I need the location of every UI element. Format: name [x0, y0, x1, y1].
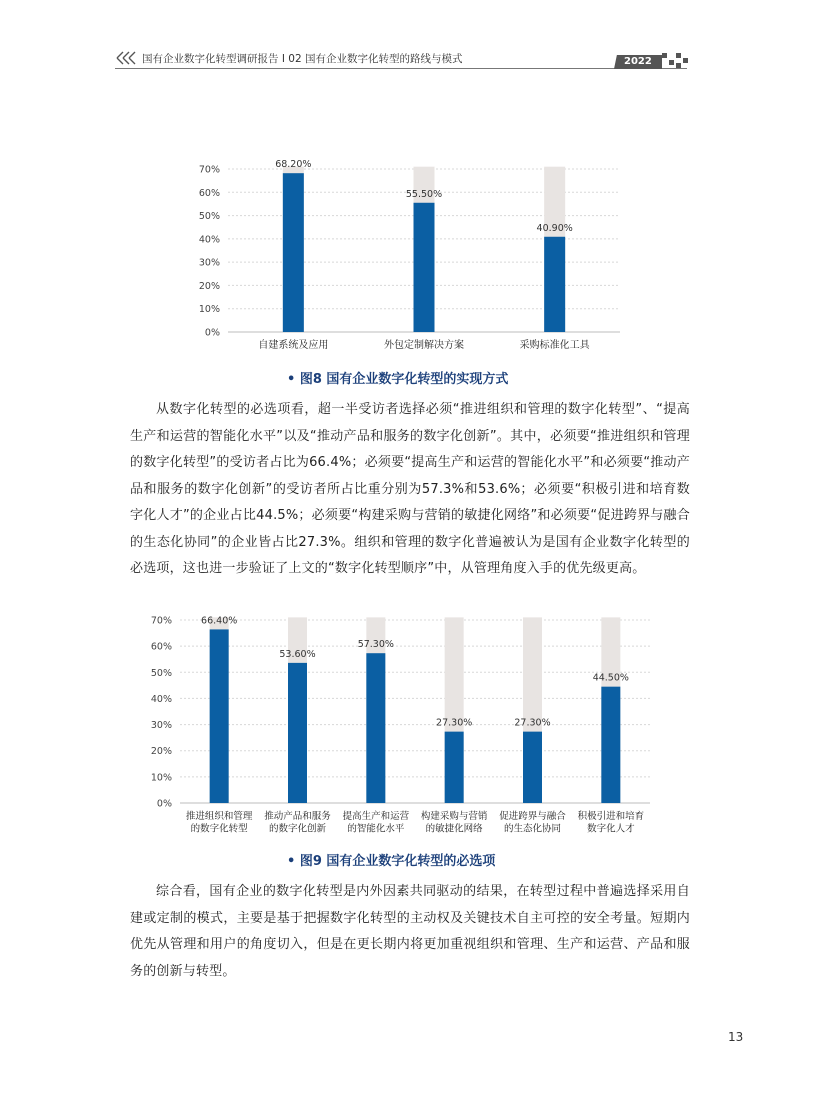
header-year: 2022: [624, 56, 652, 67]
data-label: 68.20%: [275, 159, 312, 171]
data-label: 40.90%: [536, 222, 573, 234]
figure9-chart: [140, 608, 660, 838]
page-number: 13: [728, 1030, 744, 1044]
report-logo-icon: [115, 50, 137, 66]
x-tick-label: 自建系统及应用: [258, 340, 329, 351]
y-tick-label: 10%: [150, 772, 172, 784]
paragraph-1: 从数字化转型的必选项看，超一半受访者选择必须“推进组织和管理的数字化转型”、“提高生产和运营的智能化水平”以及“推动产品和服务的数字化创新”。其中，必须要“推进组织和管理的数字化转型”的受访者占比为66.4%；必须要“提高生产和运营的智能化水平”和必须要“推动产品和服务的数字化创新”的受访者所占比重分别为57.3%和53.6%；必须要“积极引进和培育数字化人才”的企业占比44.5%；必须要“构建采购与营销的敏捷化网络”和必须要“促进跨界与融合的生态化协同”的企业皆占比27.3%。组织和管理的数字化普遍被认为是国有企业数字化转型的必选项，这也进一步验证了上文的“数字化转型顺序”中，从管理角度入手的优先级更高。: [130, 402, 690, 576]
data-label: 57.30%: [357, 639, 394, 651]
data-label: 27.30%: [514, 717, 551, 729]
y-tick-label: 40%: [150, 693, 172, 705]
data-label: 55.50%: [405, 188, 443, 200]
x-tick-label: 推进组织和管理: [185, 811, 253, 822]
bar: [366, 653, 385, 803]
y-tick-label: 30%: [198, 257, 220, 269]
y-tick-label: 40%: [198, 234, 220, 246]
caption-bullet: •: [287, 372, 296, 387]
caption-text: 图8 国有企业数字化转型的实现方式: [299, 372, 509, 387]
bar: [445, 732, 464, 803]
bar: [601, 687, 620, 803]
bar: [523, 732, 542, 803]
figure9-caption: [287, 850, 495, 869]
bar: [283, 173, 304, 332]
y-tick-label: 30%: [150, 720, 172, 732]
figure8-chart: [170, 148, 630, 358]
x-tick-label: 的智能化水平: [347, 823, 405, 835]
y-tick-label: 20%: [198, 280, 220, 292]
header-divider: [115, 68, 687, 69]
x-tick-label: 数字化人才: [587, 823, 635, 835]
y-tick-label: 60%: [198, 187, 220, 199]
figure8-caption: [287, 368, 508, 387]
x-tick-label: 促进跨界与融合: [499, 811, 566, 822]
bar: [210, 629, 229, 803]
y-tick-label: 10%: [198, 304, 220, 316]
bar: [414, 203, 435, 332]
x-tick-label: 的数字化创新: [268, 823, 327, 835]
y-tick-label: 0%: [204, 327, 220, 339]
header-title: 国有企业数字化转型调研报告 I 02 国有企业数字化转型的路线与模式: [142, 53, 463, 65]
x-tick-label: 的生态化协同: [503, 823, 562, 835]
x-tick-label: 采购标准化工具: [519, 340, 590, 351]
y-tick-label: 60%: [150, 641, 172, 653]
x-tick-label: 外包定制解决方案: [384, 340, 464, 351]
y-tick-label: 70%: [198, 164, 220, 176]
page-header: [0, 0, 816, 72]
caption-bullet: •: [287, 854, 296, 869]
x-tick-label: 推动产品和服务: [264, 811, 331, 822]
y-tick-label: 20%: [150, 746, 172, 758]
data-label: 44.50%: [592, 672, 629, 684]
data-label: 27.30%: [436, 717, 473, 729]
y-tick-label: 50%: [198, 211, 220, 223]
y-tick-label: 70%: [150, 615, 172, 627]
x-tick-label: 积极引进和培育: [577, 811, 645, 822]
y-tick-label: 0%: [156, 798, 172, 810]
caption-text: 图9 国有企业数字化转型的必选项: [299, 854, 496, 869]
data-label: 53.60%: [279, 648, 316, 660]
bar: [288, 663, 307, 803]
x-tick-label: 的敏捷化网络: [425, 823, 483, 835]
x-tick-label: 提高生产和运营: [342, 811, 410, 822]
data-label: 66.40%: [201, 615, 238, 627]
x-tick-label: 构建采购与营销: [420, 811, 488, 822]
y-tick-label: 50%: [150, 667, 172, 679]
x-tick-label: 的数字化转型: [190, 823, 248, 835]
bar: [544, 237, 565, 332]
paragraph-2: 综合看，国有企业的数字化转型是内外因素共同驱动的结果，在转型过程中普遍选择采用自建或定制的模式，主要是基于把握数字化转型的主动权及关键技术自主可控的安全考量。短期内优先从管理和用户的角度切入，但是在更长期内将更加重视组织和管理、生产和运营、产品和服务的创新与转型。: [130, 884, 690, 979]
